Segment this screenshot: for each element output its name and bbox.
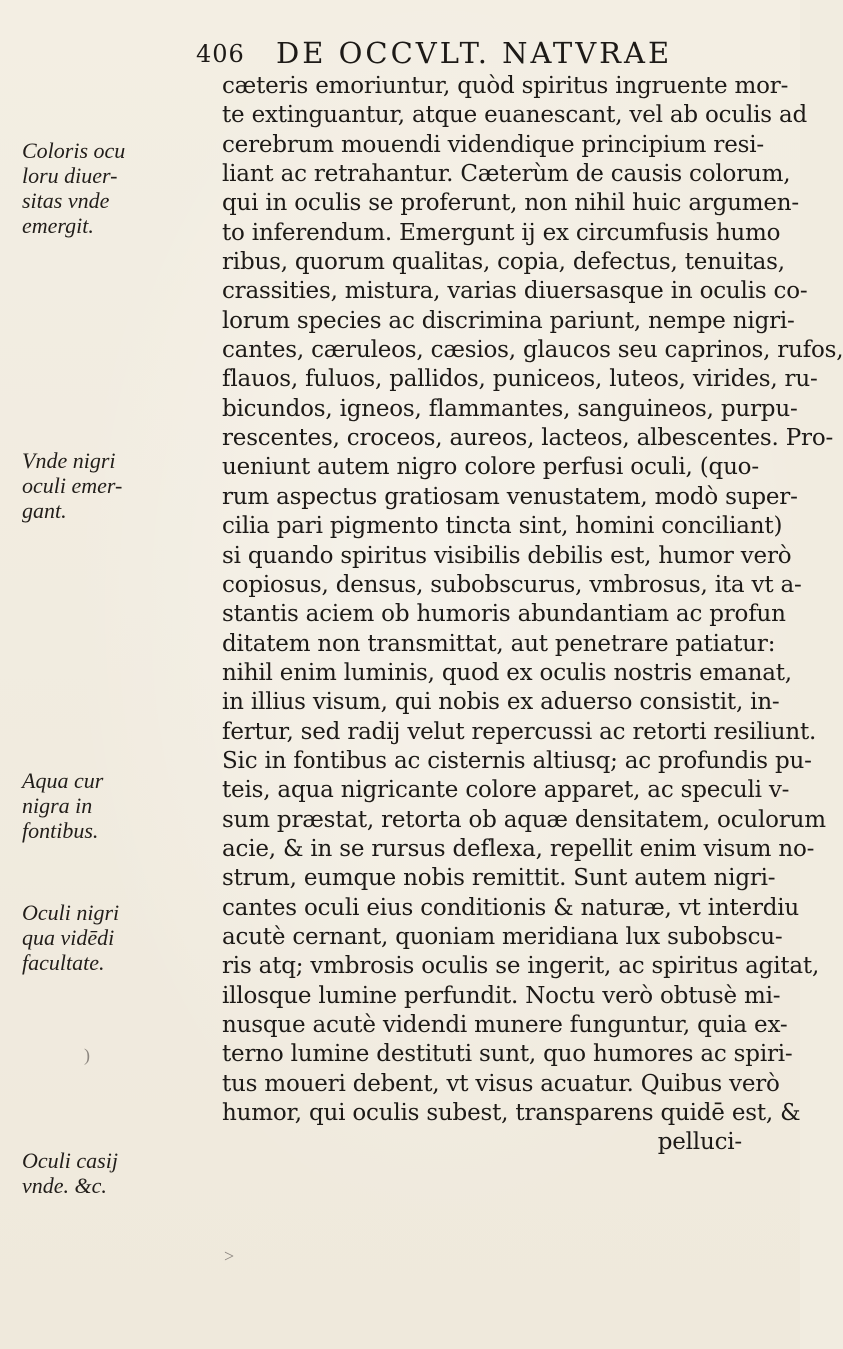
text-line: ditatem non transmittat, aut penetrare patiatur: <box>222 630 776 657</box>
text-line: humor, qui oculis subest, transparens quidē est, & <box>222 1100 801 1127</box>
page-header <box>196 36 756 76</box>
page-number: 406 <box>196 40 245 68</box>
text-line: flauos, fuluos, pallidos, puniceos, luteos, virides, ru- <box>222 366 818 393</box>
text-line: acutè cernant, quoniam meridiana lux subobscu- <box>222 923 783 950</box>
text-line: to inferendum. Emergunt ij ex circumfusis humo <box>222 219 781 246</box>
text-line: in illius visum, qui nobis ex aduerso consistit, in- <box>222 689 780 716</box>
text-line: stantis aciem ob humoris abundantiam ac profun <box>222 601 786 628</box>
margin-note-line: Aqua cur <box>22 768 104 793</box>
margin-note-line: Vnde nigri <box>22 448 116 473</box>
text-line: nusque acutè videndi munere funguntur, quia ex- <box>222 1012 788 1038</box>
text-line: bicundos, igneos, flammantes, sanguineos, purpu- <box>222 395 798 422</box>
text-line: rum aspectus gratiosam venustatem, modò super- <box>222 483 798 510</box>
text-line: ris atq; vmbrosis oculis se ingerit, ac spiritus agitat, <box>222 953 820 980</box>
ink-mark: > <box>224 1246 235 1266</box>
text-line: cantes oculi eius conditionis & naturæ, vt interdiu <box>222 894 800 921</box>
text-line: fertur, sed radij velut repercussi ac retorti resiliunt. <box>222 718 817 745</box>
margin-note-line: fontibus. <box>22 818 99 843</box>
text-line: si quando spiritus visibilis debilis est, humor verò <box>222 542 792 569</box>
margin-note-black-eyes <box>22 448 122 523</box>
text-line: copiosus, densus, subobscurus, vmbrosus, ita vt a- <box>222 571 802 598</box>
text-line: tus moueri debent, vt visus acuatur. Quibus verò <box>222 1070 780 1097</box>
running-title: DE OCCVLT. NATVRAE <box>276 36 673 70</box>
text-line: terno lumine destituti sunt, quo humores ac spiri- <box>222 1041 793 1068</box>
margin-note-colors <box>22 138 125 238</box>
text-line: strum, eumque nobis remittit. Sunt autem nigri- <box>222 865 776 892</box>
text-line: liant ac retrahantur. Cæterùm de causis colorum, <box>222 161 791 188</box>
margin-note-seeing-faculty <box>22 900 119 975</box>
margin-note-line: oculi emer- <box>22 473 123 498</box>
text-line: ueniunt autem nigro colore perfusi oculi, (quo- <box>222 454 759 481</box>
margin-note-line: sitas vnde <box>22 188 110 213</box>
text-line: lorum species ac discrimina pariunt, nempe nigri- <box>222 307 795 334</box>
text-line: acie, & in se rursus deflexa, repellit enim visum no- <box>222 835 815 862</box>
margin-note-line: emergit. <box>22 213 94 238</box>
text-line: ribus, quorum qualitas, copia, defectus, tenuitas, <box>222 249 785 276</box>
text-line: qui in oculis se proferunt, non nihil huic argumen- <box>222 190 799 217</box>
margin-note-line: nigra in <box>22 793 93 818</box>
margin-note-black-water <box>22 768 103 843</box>
margin-note-line: loru diuer- <box>22 163 118 188</box>
margin-note-line: Oculi nigri <box>22 900 120 925</box>
catchword: pelluci- <box>657 1129 742 1156</box>
margin-note-line: facultate. <box>22 950 105 975</box>
main-text <box>222 72 843 1158</box>
margin-note-line: Coloris ocu <box>22 138 126 163</box>
text-line: Sic in fontibus ac cisternis altiusq; ac profundis pu- <box>222 747 812 774</box>
ink-mark: ) <box>84 1045 90 1065</box>
text-line: nihil enim luminis, quod ex oculis nostris emanat, <box>222 659 792 686</box>
text-line: rescentes, croceos, aureos, lacteos, albescentes. Pro- <box>222 425 834 452</box>
text-line: cantes, cæruleos, cæsios, glaucos seu caprinos, rufos, <box>222 337 843 364</box>
text-line: cilia pari pigmento tincta sint, homini conciliant) <box>222 513 783 540</box>
margin-note-line: Oculi casij <box>22 1148 118 1173</box>
margin-note-line: vnde. &c. <box>22 1173 107 1198</box>
text-line: cerebrum mouendi videndique principium resi- <box>222 131 764 158</box>
text-line: sum præstat, retorta ob aquæ densitatem, oculorum <box>222 806 826 833</box>
text-line: te extinguantur, atque euanescant, vel ab oculis ad <box>222 102 808 129</box>
text-line: crassities, mistura, varias diuersasque in oculis co- <box>222 278 808 305</box>
text-line: illosque lumine perfundit. Noctu verò obtusè mi- <box>222 982 781 1009</box>
margin-note-line: gant. <box>22 498 67 523</box>
margin-note-line: qua vidēdi <box>22 925 115 950</box>
text-line: teis, aqua nigricante colore apparet, ac speculi v- <box>222 777 790 804</box>
margin-note-grey-eyes <box>22 1148 118 1198</box>
text-line: cæteris emoriuntur, quòd spiritus ingruente mor- <box>222 73 789 99</box>
